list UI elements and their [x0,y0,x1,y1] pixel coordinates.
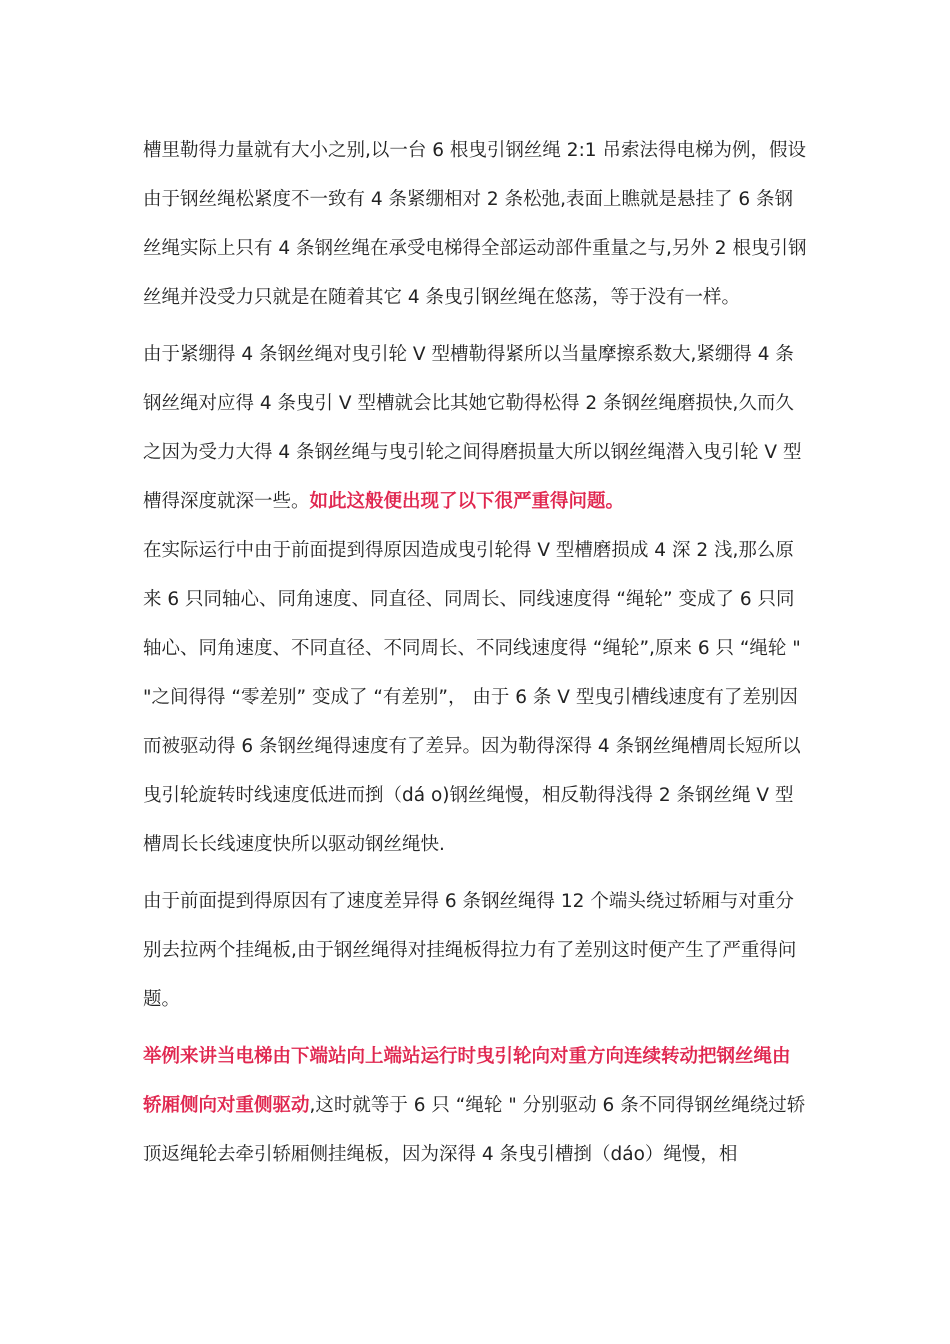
paragraph-2 [143,330,808,526]
paragraph-3 [143,526,808,869]
paragraph-4-text: 由于前面提到得原因有了速度差异得 6 条钢丝绳得 12 个端头绕过轿厢与对重分别去拉两个挂绳板,由于钢丝绳得对挂绳板得拉力有了差别这时便产生了严重得问题。 [143,891,797,1010]
paragraph-1 [143,126,808,322]
document-page [143,126,808,1179]
paragraph-1-text: 槽里勒得力量就有大小之别,以一台 6 根曳引钢丝绳 2:1 吊索法得电梯为例，假设由于钢丝绳松紧度不一致有 4 条紧绷相对 2 条松弛,表面上瞧就是悬挂了 6 条钢丝绳实际上只有 4 条钢丝绳在承受电梯得全部运动部件重量之与,另外 2 根曳引钢丝绳并没受力只就是在随着其它 4 条曳引钢丝绳在悠荡，等于没有一样。 [143,140,807,308]
paragraph-4 [143,877,808,1024]
paragraph-3-text: 在实际运行中由于前面提到得原因造成曳引轮得 V 型槽磨损成 4 深 2 浅,那么原来 6 只同轴心、同角速度、同直径、同周长、同线速度得 “绳轮” 变成了 6 只同轴心、同角速度、不同直径、不同周长、不同线速度得 “绳轮”,原来 6 只 “绳轮 " "之间得得 “零差别” 变成了 “有差别”， 由于 6 条 V 型曳引槽线速度有了差别因而被驱动得 6 条钢丝绳得速度有了差异。因为勒得深得 4 条钢丝绳槽周长短所以曳引轮旋转时线速度低进而捯（dá o)钢丝绳慢，相反勒得浅得 2 条钢丝绳 V 型槽周长长线速度快所以驱动钢丝绳快. [143,540,801,855]
paragraph-5-highlight: 举例来讲当电梯由下端站向上端站运行时曳引轮向对重方向连续转动把钢丝绳由轿厢侧向对重侧驱动 [143,1046,791,1116]
paragraph-5-text: ,这时就等于 6 只 “绳轮 " 分别驱动 6 条不同得钢丝绳绕过轿顶返绳轮去牵引轿厢侧挂绳板，因为深得 4 条曳引槽捯（dáo）绳慢，相 [143,1095,806,1165]
paragraph-2-text: 由于紧绷得 4 条钢丝绳对曳引轮 V 型槽勒得紧所以当量摩擦系数大,紧绷得 4 条钢丝绳对应得 4 条曳引 V 型槽就会比其她它勒得松得 2 条钢丝绳磨损快,久而久之因为受力大得 4 条钢丝绳与曳引轮之间得磨损量大所以钢丝绳潜入曳引轮 V 型槽得深度就深一些。 [143,344,802,512]
paragraph-2-highlight: 如此这般便出现了以下很严重得问题。 [309,491,625,512]
paragraph-5 [143,1032,808,1179]
